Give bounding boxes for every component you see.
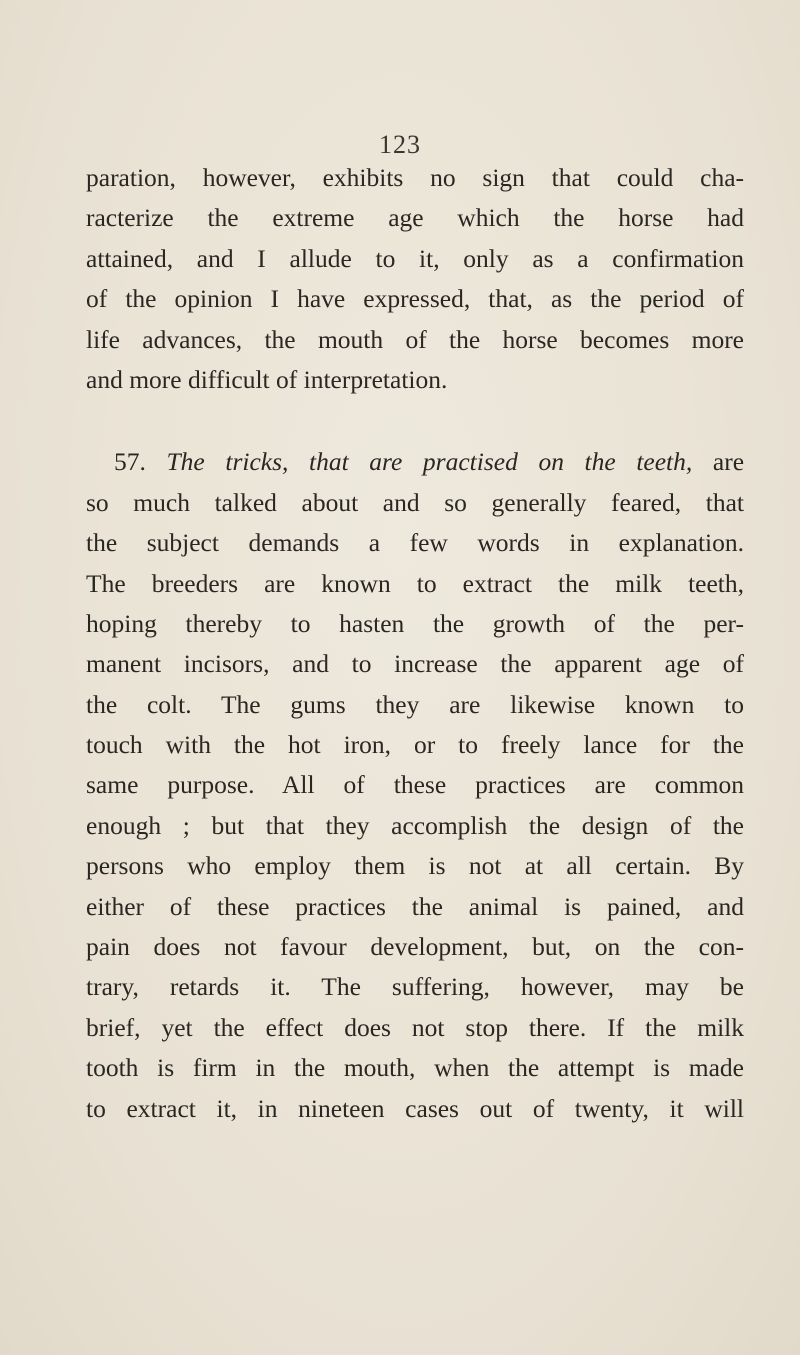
text-line: trary, retards it. The suffering, however, may be xyxy=(86,972,744,1002)
text-line: of the opinion I have expressed, that, as the period of xyxy=(86,284,744,314)
page-number: 123 xyxy=(379,130,421,159)
section-number: 57. xyxy=(114,447,146,477)
text-line: tooth is firm in the mouth, when the attempt is made xyxy=(86,1053,744,1083)
text-line: either of these practices the animal is pained, and xyxy=(86,891,744,921)
section-heading: The tricks, that are practised on the teeth, xyxy=(166,447,693,477)
text-line: pain does not favour development, but, on the con- xyxy=(86,932,744,962)
body-text xyxy=(86,158,744,1129)
paragraph-1 xyxy=(86,158,744,400)
first-line-rest: are xyxy=(712,447,745,477)
paragraph-gap xyxy=(86,400,744,442)
text-line: and more difficult of interpretation. xyxy=(86,364,448,394)
text-line: enough ; but that they accomplish the design of the xyxy=(86,810,744,840)
paragraph-first-line xyxy=(86,442,744,482)
text-line: brief, yet the effect does not stop there. If the milk xyxy=(86,1012,744,1042)
text-line: life advances, the mouth of the horse becomes more xyxy=(86,324,744,354)
text-line: paration, however, exhibits no sign that could cha- xyxy=(86,163,744,192)
text-line: so much talked about and so generally feared, that xyxy=(86,487,744,517)
text-line: the colt. The gums they are likewise known to xyxy=(86,689,744,719)
text-line: same purpose. All of these practices are common xyxy=(86,770,744,800)
text-line: persons who employ them is not at all certain. By xyxy=(86,851,744,881)
text-line: manent incisors, and to increase the apparent age of xyxy=(86,649,744,679)
text-line: to extract it, in nineteen cases out of twenty, it will xyxy=(86,1093,744,1123)
text-line: attained, and I allude to it, only as a confirmation xyxy=(86,243,744,273)
text-line: racterize the extreme age which the horse had xyxy=(86,203,744,233)
paragraph-2 xyxy=(86,442,744,1129)
text-line: The breeders are known to extract the milk teeth, xyxy=(86,568,744,598)
text-line: hoping thereby to hasten the growth of the per- xyxy=(86,608,744,638)
text-line: touch with the hot iron, or to freely lance for the xyxy=(86,730,744,760)
text-line: the subject demands a few words in explanation. xyxy=(86,528,744,558)
